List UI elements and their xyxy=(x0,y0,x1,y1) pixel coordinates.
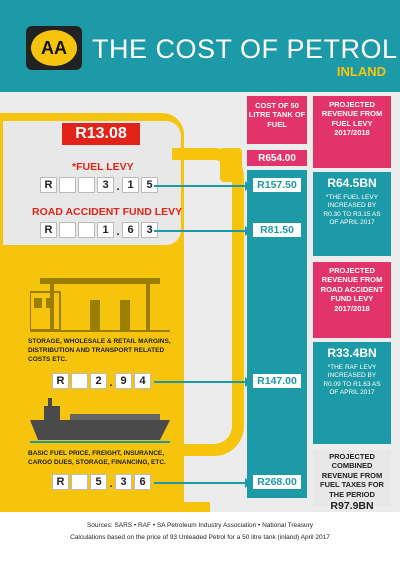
price-digit: R xyxy=(52,474,69,490)
price-digit: 2 xyxy=(90,373,107,389)
raf-levy-revenue-panel xyxy=(313,342,391,444)
price-digit: 6 xyxy=(122,222,139,238)
price-digit: R xyxy=(40,177,57,193)
price-digit: . xyxy=(116,181,120,193)
footer-sources: Sources: SARS • RAF • SA Petroleum Industry Association • National Treasury xyxy=(86,522,314,529)
fuel-levy-cost: R157.50 xyxy=(252,177,302,193)
tank-cost-total: R654.00 xyxy=(247,150,307,166)
price-digit xyxy=(78,177,95,193)
price-digit: 9 xyxy=(115,373,132,389)
price-digit: 1 xyxy=(97,222,114,238)
basic-fuel-cost: R268.00 xyxy=(252,474,302,490)
footer-calculation-note: Calculations based on the price of 93 Unleaded Petrol for a 50 litre tank (inland) April 2017 xyxy=(70,534,330,541)
price-digit: 3 xyxy=(97,177,114,193)
raf-levy-label: ROAD ACCIDENT FUND LEVY xyxy=(32,206,183,218)
pump-nozzle xyxy=(220,148,242,182)
price-digit xyxy=(59,177,76,193)
tanker-ship-illustration xyxy=(30,394,170,444)
combined-revenue-amount: R97.9BN xyxy=(330,499,374,512)
price-digit: . xyxy=(109,478,113,490)
combined-revenue-panel xyxy=(313,450,391,512)
basic-fuel-description: BASIC FUEL PRICE, FREIGHT, INSURANCE, CARGO DUES, STORAGE, FINANCING, ETC. xyxy=(28,450,166,466)
aa-logo xyxy=(26,26,82,70)
storage-digits xyxy=(52,373,151,389)
fuel-levy-revenue-heading: PROJECTED REVENUE FROM FUEL LEVY 2017/2018 xyxy=(313,96,391,168)
price-digit xyxy=(71,474,88,490)
price-digit: 3 xyxy=(115,474,132,490)
price-digit: 5 xyxy=(90,474,107,490)
fuel-station-illustration xyxy=(30,258,170,334)
arrow-raf-levy xyxy=(154,230,246,232)
aa-logo-text: AA xyxy=(31,30,77,66)
storage-description: STORAGE, WHOLESALE & RETAIL MARGINS, DISTRIBUTION AND TRANSPORT RELATED COSTS ETC. xyxy=(28,338,171,363)
price-digit: . xyxy=(109,377,113,389)
arrow-basic-fuel xyxy=(154,482,246,484)
pump-hose xyxy=(172,148,244,456)
combined-revenue-heading: PROJECTED COMBINED REVENUE FROM FUEL TAXES FOR THE PERIOD xyxy=(320,452,384,499)
price-digit: 1 xyxy=(122,177,139,193)
price-digit: 4 xyxy=(134,373,151,389)
storage-cost: R147.00 xyxy=(252,373,302,389)
raf-levy-revenue-amount: R33.4BN xyxy=(327,346,377,360)
price-digit: R xyxy=(52,373,69,389)
price-digit: . xyxy=(116,226,120,238)
raf-levy-digits xyxy=(40,222,158,238)
fuel-levy-revenue-panel xyxy=(313,172,391,256)
total-price-per-litre: R13.08 xyxy=(62,123,140,145)
fuel-levy-digits xyxy=(40,177,158,193)
arrow-storage xyxy=(154,381,246,383)
price-digit: 3 xyxy=(141,222,158,238)
tank-cost-heading: COST OF 50 LITRE TANK OF FUEL xyxy=(247,96,307,144)
raf-levy-revenue-heading: PROJECTED REVENUE FROM ROAD ACCIDENT FUND LEVY 2017/2018 xyxy=(313,262,391,338)
price-digit xyxy=(71,373,88,389)
price-digit xyxy=(78,222,95,238)
tank-cost-column xyxy=(247,170,307,498)
header-banner xyxy=(0,0,400,92)
price-digit xyxy=(59,222,76,238)
arrow-fuel-levy xyxy=(154,185,246,187)
fuel-levy-label: *FUEL LEVY xyxy=(72,161,134,173)
page-title: THE COST OF PETROL xyxy=(92,34,398,64)
raf-levy-cost: R81.50 xyxy=(252,222,302,238)
price-digit: R xyxy=(40,222,57,238)
page-subtitle: INLAND xyxy=(336,64,386,79)
basic-fuel-digits xyxy=(52,474,151,490)
footer xyxy=(0,512,400,561)
fuel-levy-revenue-amount: R64.5BN xyxy=(327,176,377,190)
price-digit: 6 xyxy=(134,474,151,490)
price-digit: 5 xyxy=(141,177,158,193)
fuel-levy-note: *THE FUEL LEVY INCREASED BY R0.30 TO R3.15 AS OF APRIL 2017 xyxy=(323,194,381,227)
raf-levy-note: *THE RAF LEVY INCREASED BY R0.09 TO R1.63 AS OF APRIL 2017 xyxy=(323,364,381,397)
